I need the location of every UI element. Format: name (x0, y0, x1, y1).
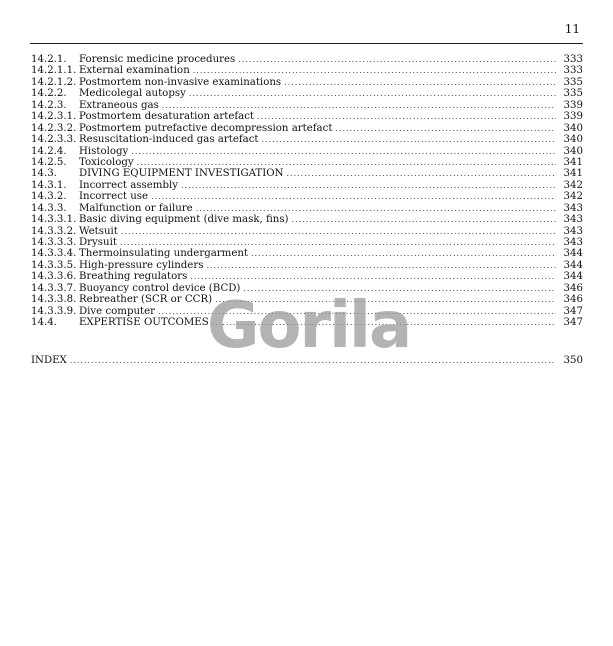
toc-title: Malfunction or failure (79, 202, 193, 214)
toc-title: Resuscitation-induced gas artefact (79, 134, 259, 146)
toc-page: 343 (563, 214, 583, 226)
toc-title: Breathing regulators (79, 271, 188, 283)
toc-title: Dive computer (79, 305, 156, 317)
toc-page: 343 (563, 202, 583, 214)
dot-leader (162, 100, 556, 111)
toc-number: 14.2.1. (31, 54, 67, 65)
toc-title: Incorrect assembly (79, 179, 178, 191)
toc-number: 14.3.3.7. (31, 282, 77, 294)
toc-number: 14.3.3.6. (31, 271, 77, 283)
toc-title: Postmortem putrefactive decompression artefact (79, 122, 333, 134)
toc-page: 339 (563, 111, 583, 123)
toc-row[interactable] (31, 88, 583, 99)
toc-row[interactable] (31, 237, 583, 248)
toc-page: 341 (563, 168, 583, 180)
dot-leader (292, 214, 556, 225)
dot-leader (131, 146, 556, 157)
dot-leader (287, 168, 557, 179)
toc-title: Histology (79, 145, 129, 157)
toc-page: 342 (563, 191, 583, 203)
dot-leader (189, 88, 556, 99)
toc-number: 14.4. (31, 317, 57, 329)
toc-title: Forensic medicine procedures (79, 54, 236, 65)
toc-page: 340 (563, 145, 583, 157)
toc-number: 14.3.3.2. (31, 225, 77, 237)
dot-leader (284, 77, 556, 88)
dot-leader (121, 226, 556, 237)
toc-number: 14.2.1.1. (31, 65, 77, 77)
toc-page: 342 (563, 179, 583, 191)
toc-number: 14.2.4. (31, 145, 67, 157)
toc-title: Extraneous gas (79, 99, 159, 111)
dot-leader (262, 134, 556, 145)
dot-leader (238, 54, 556, 65)
toc-row[interactable] (31, 157, 583, 168)
toc-page: 347 (563, 305, 583, 317)
toc-number: 14.2.3. (31, 99, 67, 111)
toc-row[interactable] (31, 248, 583, 259)
toc-page: 346 (563, 294, 583, 306)
toc-page: 333 (563, 54, 583, 65)
toc-title: Toxicology (79, 156, 134, 168)
header-rule (30, 43, 583, 44)
toc-number: 14.2.5. (31, 156, 67, 168)
toc-page: 343 (563, 225, 583, 237)
toc-number: 14.3.2. (31, 191, 67, 203)
dot-leader (181, 180, 556, 191)
toc-page: 341 (563, 156, 583, 168)
toc-number: 14.3.3. (31, 202, 67, 214)
toc-row[interactable] (31, 65, 583, 76)
table-of-contents (31, 54, 583, 329)
dot-leader (190, 271, 556, 282)
toc-page: 344 (563, 271, 583, 283)
toc-title: Basic diving equipment (dive mask, fins) (79, 214, 289, 226)
toc-row[interactable] (31, 191, 583, 202)
toc-page: 346 (563, 282, 583, 294)
toc-row[interactable] (31, 271, 583, 282)
toc-page: 340 (563, 134, 583, 146)
index-page: 350 (563, 355, 583, 366)
toc-title: High-pressure cylinders (79, 259, 204, 271)
toc-page: 335 (563, 88, 583, 100)
dot-leader (137, 157, 556, 168)
watermark-logo: Gorila (207, 289, 411, 363)
toc-number: 14.3.3.9. (31, 305, 77, 317)
dot-leader (335, 123, 556, 134)
toc-row[interactable] (31, 146, 583, 157)
toc-row[interactable] (31, 134, 583, 145)
toc-page: 333 (563, 65, 583, 77)
toc-page: 335 (563, 76, 583, 88)
dot-leader (196, 203, 556, 214)
toc-number: 14.2.3.2. (31, 122, 77, 134)
toc-title: DIVING EQUIPMENT INVESTIGATION (79, 168, 284, 180)
dot-leader (120, 237, 556, 248)
page-number: 11 (564, 22, 580, 36)
toc-row[interactable] (31, 203, 583, 214)
toc-number: 14.3.3.4. (31, 248, 77, 260)
toc-title: EXPERTISE OUTCOMES (79, 317, 209, 329)
toc-page: 344 (563, 248, 583, 260)
toc-title: Thermoinsulating undergarment (79, 248, 249, 260)
dot-leader (251, 248, 556, 259)
toc-number: 14.3. (31, 168, 57, 180)
dot-leader (151, 191, 556, 202)
toc-page: 344 (563, 259, 583, 271)
toc-title: Buoyancy control device (BCD) (79, 282, 241, 294)
toc-title: Postmortem non-invasive examinations (79, 76, 282, 88)
toc-title: External examination (79, 65, 190, 77)
toc-row[interactable] (31, 100, 583, 111)
toc-row[interactable] (31, 180, 583, 191)
toc-page: 347 (563, 317, 583, 329)
toc-page: 340 (563, 122, 583, 134)
toc-page: 343 (563, 237, 583, 248)
toc-row[interactable] (31, 54, 583, 65)
toc-title: Medicolegal autopsy (79, 88, 186, 100)
toc-number: 14.3.1. (31, 179, 67, 191)
toc-number: 14.3.3.8. (31, 294, 77, 306)
toc-number: 14.3.3.3. (31, 237, 77, 248)
toc-title: Postmortem desaturation artefact (79, 111, 255, 123)
toc-number: 14.2.2. (31, 88, 67, 100)
toc-title: Drysuit (79, 237, 117, 248)
toc-row[interactable] (31, 123, 583, 134)
toc-row[interactable] (31, 77, 583, 88)
toc-number: 14.2.1.2. (31, 76, 77, 88)
toc-title: Incorrect use (79, 191, 149, 203)
toc-title: Wetsuit (79, 225, 118, 237)
toc-row[interactable] (31, 168, 583, 179)
index-title: INDEX (31, 355, 67, 366)
toc-row[interactable] (31, 260, 583, 271)
dot-leader (206, 260, 556, 271)
dot-leader (193, 65, 556, 76)
toc-row[interactable] (31, 214, 583, 225)
toc-number: 14.3.3.1. (31, 214, 77, 226)
toc-number: 14.2.3.1. (31, 111, 77, 123)
toc-row[interactable] (31, 226, 583, 237)
toc-number: 14.3.3.5. (31, 259, 77, 271)
dot-leader (257, 111, 556, 122)
toc-row[interactable] (31, 111, 583, 122)
toc-number: 14.2.3.3. (31, 134, 77, 146)
toc-title: Rebreather (SCR or CCR) (79, 294, 213, 306)
toc-page: 339 (563, 99, 583, 111)
